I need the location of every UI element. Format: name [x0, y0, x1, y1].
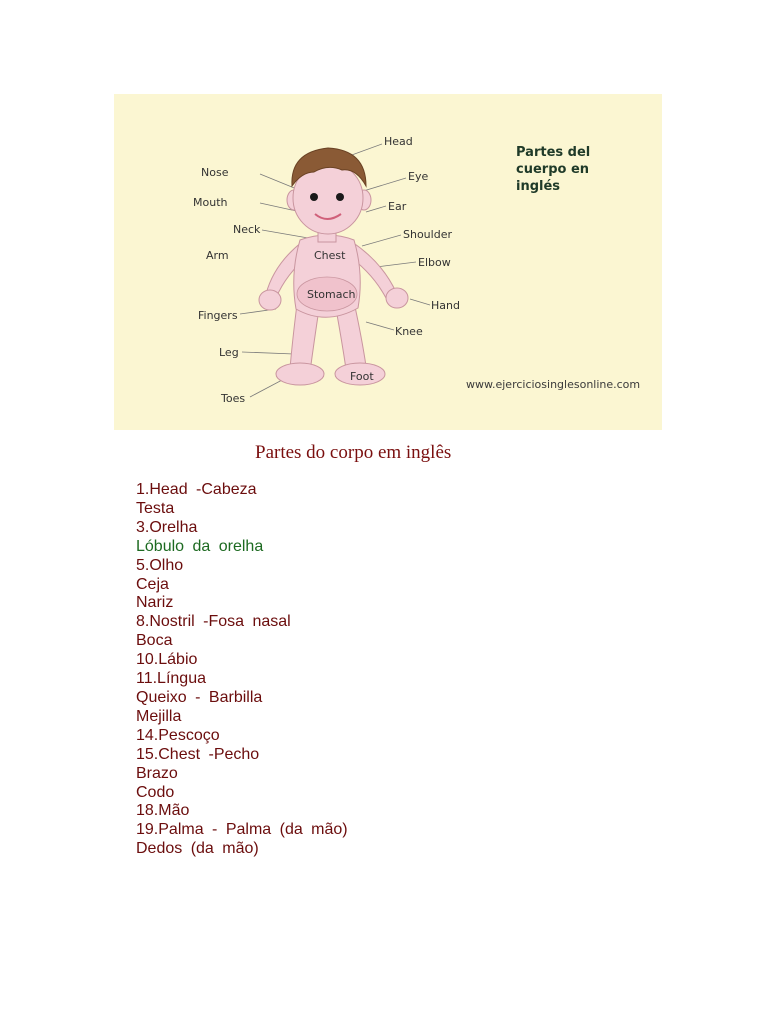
source-url: www.ejerciciosinglesonline.com — [466, 378, 641, 391]
label-stomach: Stomach — [307, 288, 356, 301]
list-item: Boca — [136, 632, 173, 650]
list-item: 8.Nostril -Fosa nasal — [136, 613, 291, 631]
label-chest: Chest — [314, 249, 346, 262]
list-item: 18.Mão — [136, 802, 190, 820]
list-item: Lóbulo da orelha — [136, 537, 264, 555]
list-item: Codo — [136, 783, 175, 801]
label-leg: Leg — [219, 346, 239, 359]
label-elbow: Elbow — [418, 256, 451, 269]
cartoon-boy — [259, 148, 408, 385]
label-arm: Arm — [206, 249, 229, 262]
label-fingers: Fingers — [198, 309, 238, 322]
body-diagram — [114, 94, 662, 430]
label-knee: Knee — [395, 325, 423, 338]
list-item: Mejilla — [136, 707, 182, 725]
label-hand: Hand — [431, 299, 460, 312]
label-mouth: Mouth — [193, 196, 228, 209]
list-item: Testa — [136, 499, 175, 517]
list-item: 3.Orelha — [136, 518, 198, 536]
list-item: Queixo - Barbilla — [136, 688, 263, 706]
body-parts-illustration — [114, 94, 662, 430]
vocabulary-list — [136, 481, 348, 859]
list-item: 10.Lábio — [136, 651, 198, 669]
list-item: Brazo — [136, 764, 178, 782]
list-item: Ceja — [136, 575, 169, 593]
label-foot: Foot — [350, 370, 374, 383]
label-neck: Neck — [233, 223, 261, 236]
list-item: Dedos (da mão) — [136, 840, 259, 858]
page-title: Partes do corpo em inglês — [255, 442, 452, 463]
label-ear: Ear — [388, 200, 407, 213]
figure-title-line-3: inglés — [516, 179, 561, 194]
list-item: 14.Pescoço — [136, 726, 220, 744]
list-item: 19.Palma - Palma (da mão) — [136, 821, 348, 839]
list-item: 1.Head -Cabeza — [136, 481, 257, 498]
label-shoulder: Shoulder — [403, 228, 452, 241]
list-item: Nariz — [136, 594, 174, 612]
label-eye: Eye — [408, 170, 429, 183]
list-item: 5.Olho — [136, 556, 184, 574]
label-toes: Toes — [221, 392, 246, 405]
label-nose: Nose — [201, 166, 229, 179]
figure-title-line-2: cuerpo en — [516, 162, 590, 177]
list-item: 15.Chest -Pecho — [136, 745, 260, 763]
figure-title-line-1: Partes del — [516, 145, 591, 160]
label-head: Head — [384, 135, 413, 148]
list-item: 11.Língua — [136, 670, 206, 688]
